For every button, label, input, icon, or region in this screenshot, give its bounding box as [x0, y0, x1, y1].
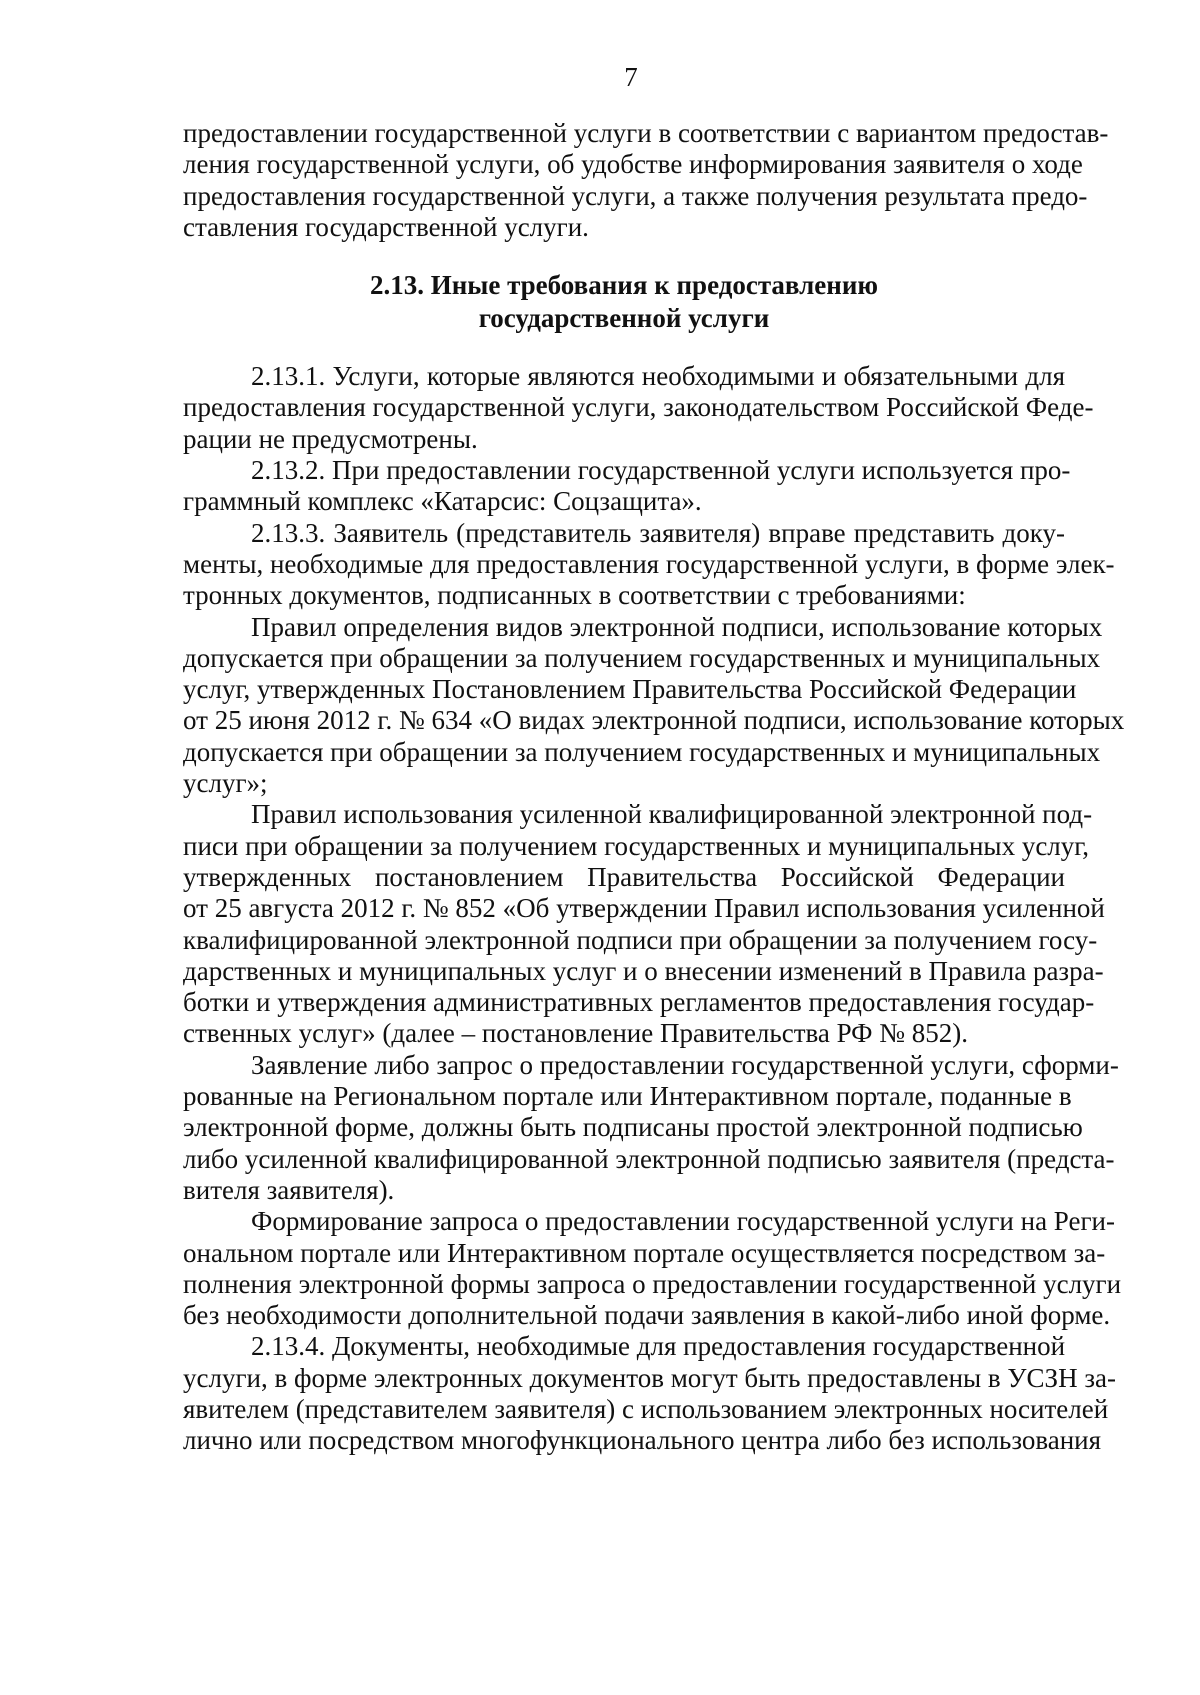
- text-line: допускается при обращении за получением государственных и муниципальных: [183, 642, 1101, 673]
- text-line: предоставления государственной услуги, а также получения результата предо-: [183, 180, 1088, 211]
- text-line: предоставления государственной услуги, законодательством Российской Феде-: [183, 392, 1094, 423]
- text-line: 2.13.1. Услуги, которые являются необходимыми и обязательными для: [251, 361, 1065, 392]
- text-line: рованные на Региональном портале или Интерактивном портале, поданные в: [183, 1081, 1072, 1112]
- text-line: электронной форме, должны быть подписаны простой электронной подписью: [183, 1112, 1083, 1143]
- text-line: граммный комплекс «Катарсис: Соцзащита».: [183, 486, 702, 517]
- text-line: от 25 августа 2012 г. № 852 «Об утверждении Правил использования усиленной: [183, 893, 1105, 924]
- section-title-line-2: государственной услуги: [478, 303, 770, 334]
- paragraph-application-signature: [183, 1049, 1119, 1206]
- paragraph-2-13-1: [183, 361, 1094, 455]
- text-line: Правил определения видов электронной подписи, использование которых: [251, 611, 1103, 642]
- text-line: писи при обращении за получением государственных и муниципальных услуг,: [183, 830, 1090, 861]
- text-line: 2.13.3. Заявитель (представитель заявителя) вправе представить доку-: [251, 517, 1065, 548]
- text-line: предоставлении государственной услуги в соответствии с вариантом предостав-: [183, 118, 1109, 148]
- text-line: услуг, утвержденных Постановлением Правительства Российской Федерации: [183, 674, 1077, 705]
- text-line: ставления государственной услуги.: [183, 211, 589, 242]
- text-line: Формирование запроса о предоставлении государственной услуги на Реги-: [251, 1206, 1115, 1237]
- text-line: 2.13.4. Документы, необходимые для предоставления государственной: [251, 1331, 1066, 1362]
- text-line: лично или посредством многофункционального центра либо без использования: [183, 1425, 1102, 1456]
- page-number: 7: [624, 62, 638, 92]
- text-line: от 25 июня 2012 г. № 634 «О видах электронной подписи, использование которых: [183, 705, 1125, 736]
- text-line: услуги, в форме электронных документов могут быть предоставлены в УСЗН за-: [183, 1362, 1116, 1393]
- text-line: либо усиленной квалифицированной электронной подписью заявителя (предста-: [183, 1143, 1115, 1174]
- paragraph-rules-852: [183, 799, 1105, 1049]
- text-line: утвержденных постановлением Правительства Российской Федерации: [183, 861, 1065, 892]
- text-line: Правил использования усиленной квалифицированной электронной под-: [251, 799, 1093, 830]
- text-line: рации не предусмотрены.: [183, 423, 478, 454]
- section-heading: [183, 269, 1065, 335]
- paragraph-2-13-2: [183, 455, 1071, 518]
- paragraph-rules-634: [183, 611, 1125, 800]
- document-body: [183, 118, 1125, 1457]
- text-line: дарственных и муниципальных услуг и о внесении изменений в Правила разра-: [183, 955, 1104, 986]
- text-line: явителем (представителем заявителя) с использованием электронных носителей: [183, 1393, 1109, 1424]
- text-line: услуг»;: [183, 768, 268, 799]
- text-line: ботки и утверждения административных регламентов предоставления государ-: [183, 987, 1095, 1018]
- section-title-line-1: 2.13. Иные требования к предоставлению: [369, 270, 879, 301]
- text-line: ственных услуг» (далее – постановление Правительства РФ № 852).: [183, 1018, 969, 1049]
- text-line: ления государственной услуги, об удобстве информирования заявителя о ходе: [183, 149, 1083, 180]
- text-line: Заявление либо запрос о предоставлении государственной услуги, сформи-: [251, 1049, 1119, 1080]
- intro-paragraph: [183, 118, 1109, 243]
- paragraph-request-forming: [183, 1206, 1122, 1331]
- text-line: допускается при обращении за получением государственных и муниципальных: [183, 736, 1101, 767]
- text-line: менты, необходимые для предоставления государственной услуги, в форме элек-: [183, 548, 1115, 579]
- text-line: без необходимости дополнительной подачи заявления в какой-либо иной форме.: [183, 1300, 1111, 1331]
- text-line: полнения электронной формы запроса о предоставлении государственной услуги: [183, 1268, 1122, 1299]
- paragraph-2-13-3: [183, 517, 1115, 612]
- paragraph-2-13-4: [183, 1331, 1116, 1456]
- text-line: ональном портале или Интерактивном портале осуществляется посредством за-: [183, 1237, 1106, 1268]
- text-line: квалифицированной электронной подписи при обращении за получением госу-: [183, 924, 1098, 955]
- text-line: 2.13.2. При предоставлении государственной услуги используется про-: [251, 455, 1071, 486]
- text-line: тронных документов, подписанных в соответствии с требованиями:: [183, 580, 966, 611]
- text-line: вителя заявителя).: [183, 1174, 395, 1205]
